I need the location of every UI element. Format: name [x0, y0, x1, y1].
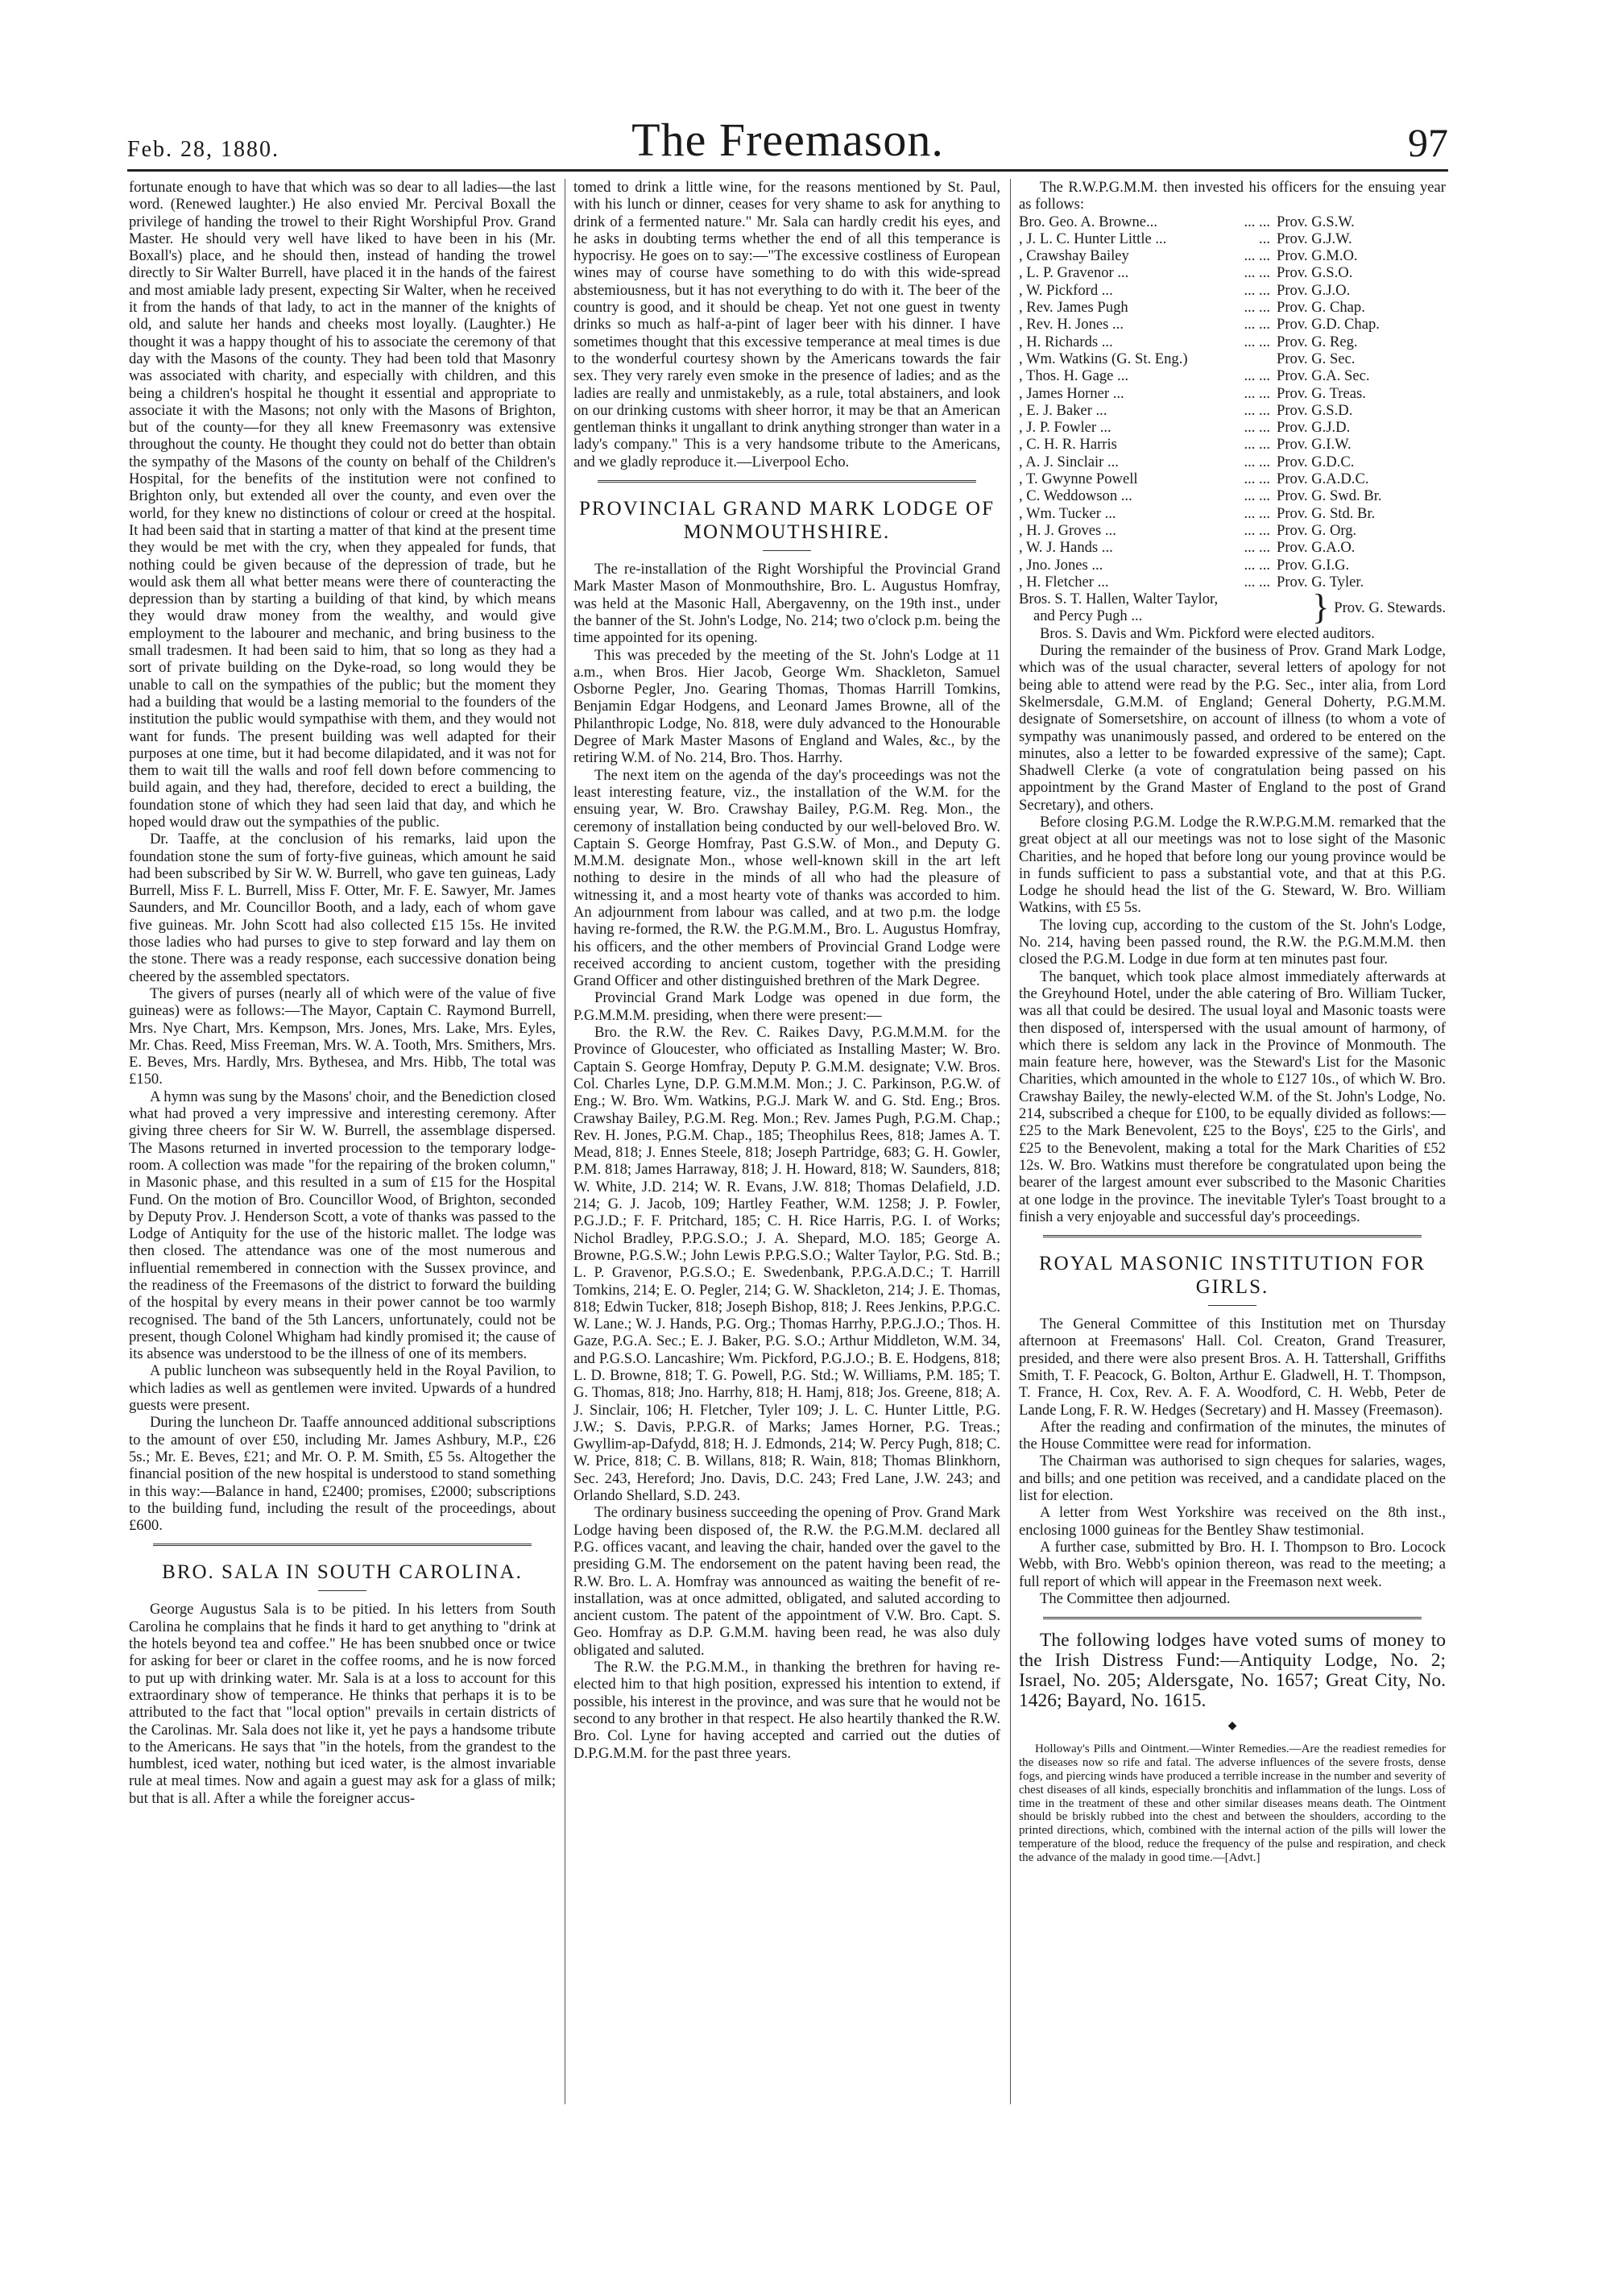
- article-paragraph: A hymn was sung by the Masons' choir, and the Benediction closed what had proved a very impressive and interesting ceremony. After giving three cheers for Sir W. W. Burrell, the assemblage dispersed. The Masons returned in inverted procession to the temporary lodge-room. A collection was made "for the repairing of the broken column," in Masonic phase, and this resulted in a sum of £15 for the Hospital Fund. On the motion of Bro. Councillor Wood, of Brighton, seconded by Deputy Prov. J. Henderson Scott, a vote of thanks was passed to the Lodge of Antiquity for the use of the historic mallet. The lodge was then closed. The attendance was one of the most numerous and influential remembered in connection with the Sussex province, and the readiness of the Freemasons of the district to forward the building of the hospital by every means in their power cannot be too warmly recognised. The band of the 5th Lancers, unfortunately, could not be present, though Colonel Whigham had kindly promised it; the cause of its absence was understood to be the illness of one of its members.: [129, 1088, 556, 1363]
- column-2: [573, 179, 1000, 1762]
- officer-row: [1019, 487, 1446, 504]
- leader-dots: ... ...: [1244, 247, 1270, 265]
- column-3: [1019, 179, 1446, 1865]
- leader-dots: ... ...: [1244, 573, 1270, 591]
- officer-rank: Prov. G.I.G.: [1277, 556, 1350, 574]
- officer-name: , James Horner ...: [1019, 384, 1124, 402]
- officer-row: [1019, 385, 1446, 402]
- officer-name: , J. L. C. Hunter Little ...: [1019, 230, 1167, 247]
- heading-underline: [1208, 1305, 1256, 1306]
- stewards-names: [1019, 591, 1307, 625]
- officer-row: [1019, 264, 1446, 281]
- leader-dots: ... ...: [1244, 521, 1270, 539]
- leader-dots: ... ...: [1244, 316, 1270, 334]
- officer-row: [1019, 454, 1446, 470]
- officer-name: , H. J. Groves ...: [1019, 521, 1116, 539]
- leader-dots: ... ...: [1244, 367, 1270, 385]
- leader-dots: ... ...: [1244, 470, 1270, 488]
- leader-dots: ... ...: [1244, 333, 1270, 350]
- officer-name: , T. Gwynne Powell: [1019, 470, 1138, 488]
- officer-rank: Prov. G. Treas.: [1277, 384, 1366, 402]
- stewards-entry: [1019, 587, 1446, 628]
- masthead: [127, 113, 1448, 169]
- article-paragraph: The ordinary business succeeding the opening of Prov. Grand Mark Lodge having been disposed of, the R.W. the P.G.M.M. declared all P.G. offices vacant, and leaving the chair, handed over the gavel to the presiding G.M. The endorsement on the patent having been read, the R.W. Bro. L. A. Homfray was announced as waiting the benefit of re-installation, was at once admitted, obligated, and saluted according to ancient custom. The patent of the appointment of V.W. Bro. Capt. S. Geo. Homfray as D.P. G.M.M. having been read, he was also duly obligated and saluted.: [573, 1504, 1000, 1659]
- officer-name: , Crawshay Bailey: [1019, 247, 1129, 265]
- officer-name: , Wm. Tucker ...: [1019, 504, 1116, 522]
- article-paragraph: The next item on the agenda of the day's proceedings was not the least interesting feature, viz., the installation of the W.M. for the ensuing year, W. Bro. Crawshay Bailey, P.G.M. Reg. Mon., the ceremony of installation being conducted by our well-beloved Bro. W. Captain S. George Homfray, Past G.S.W. of Mon., and Deputy G. M.M.M. designate Mon., whose well-known skill in the art left nothing to desire in the minds of all who had the pleasure of witnessing it, and a most hearty vote of thanks was accorded to him. An adjournment from labour was called, and at two p.m. the lodge having re-formed, the R.W. the P.G.M.M., Bro. L. Augustus Homfray, his officers, and the other members of Provincial Grand Lodge were received according to ancient custom, together with the presiding Grand Officer and other distinguished brethren of the Mark Degree.: [573, 766, 1000, 990]
- officer-name: Bro. Geo. A. Browne...: [1019, 213, 1157, 230]
- leader-dots: ... ...: [1244, 504, 1270, 522]
- officer-row: [1019, 299, 1446, 316]
- column-1: [129, 179, 556, 1807]
- officer-row: [1019, 367, 1446, 384]
- article-paragraph: After the reading and confirmation of the minutes, the minutes of the House Committee were read for information.: [1019, 1418, 1446, 1453]
- officer-name: , Rev. H. Jones ...: [1019, 316, 1124, 334]
- stewards-names-line: Bros. S. T. Hallen, Walter Taylor,: [1019, 591, 1219, 608]
- leader-dots: ... ...: [1244, 401, 1270, 419]
- article-paragraph: The Chairman was authorised to sign cheques for salaries, wages, and bills; and one petition was received, and a candidate placed on the list for election.: [1019, 1453, 1446, 1505]
- leader-dots: ... ...: [1244, 281, 1270, 299]
- page-number: 97: [1408, 120, 1448, 165]
- officer-rank: Prov. G.M.O.: [1277, 247, 1358, 265]
- article-paragraph: A further case, submitted by Bro. H. I. Thompson to Bro. Locock Webb, with Bro. Webb's opinion thereon, was read to the meeting; a full report of which will appear in the Freemason next week.: [1019, 1538, 1446, 1590]
- article-paragraph: This was preceded by the meeting of the St. John's Lodge at 11 a.m., when Bros. Hier Jacob, George Wm. Shackleton, Samuel Osborne Pegler, Jno. Gearing Thomas, Thomas Harrill Tomkins, Benjamin Edgar Hodgens, and Leonard James Browne, all of the Philanthropic Lodge, No. 818, were duly advanced to the Honourable Degree of Mark Master Masons of England and Wales, &c., by the retiring W.M. of No. 214, Bro. Thos. Harrhy.: [573, 646, 1000, 767]
- section-rule: [1043, 1617, 1422, 1623]
- officer-name: , E. J. Baker ...: [1019, 401, 1107, 419]
- officer-rank: Prov. G. Std. Br.: [1277, 504, 1376, 522]
- article-paragraph: Dr. Taaffe, at the conclusion of his remarks, laid upon the foundation stone the sum of forty-five guineas, which amount he said had been subscribed by Sir W. W. Burrell, who gave ten guineas, Lady Burrell, Miss F. L. Burrell, Miss F. Otter, Mr. F. E. Sawyer, Mr. James Saunders, and Mr. Councillor Booth, and a lady, each of whom gave five guineas. Mr. John Scott had also collected £15 15s. He invited those ladies who had purses to give to step forward and lay them on the stone. There was a ready response, each successive donation being cheered by the assembled spectators.: [129, 831, 556, 985]
- officer-rank: Prov. G.J.D.: [1277, 419, 1351, 437]
- heading-underline: [763, 550, 811, 551]
- article-paragraph: The re-installation of the Right Worshipful the Provincial Grand Mark Master Mason of Monmouthshire, Bro. L. Augustus Homfray, was held at the Masonic Hall, Abergavenny, on the 19th inst., under the banner of the St. John's Lodge, No. 214; two o'clock p.m. being the time appointed for its opening.: [573, 561, 1000, 647]
- notice-text: The following lodges have voted sums of money to the Irish Distress Fund:—Antiquity Lodge, No. 2; Israel, No. 205; Aldersgate, No. 1657; Great City, No. 1426; Bayard, No. 1615.: [1019, 1630, 1446, 1712]
- officer-rank: Prov. G.I.W.: [1277, 436, 1352, 454]
- stewards-names-line: and Percy Pugh ...: [1033, 607, 1143, 625]
- officer-name: , Thos. H. Gage ...: [1019, 367, 1128, 385]
- article-paragraph: The Committee then adjourned.: [1040, 1589, 1231, 1607]
- officer-rank: Prov. G.A.D.C.: [1277, 470, 1369, 488]
- section-rule: [153, 1544, 532, 1549]
- officer-name: , L. P. Gravenor ...: [1019, 264, 1129, 282]
- article-paragraph: The banquet, which took place almost immediately afterwards at the Greyhound Hotel, under the able catering of Bro. William Tucker, was all that could be desired. The usual loyal and Masonic toasts were then disposed of, interspersed with the usual amount of harmony, of which there is seldom any lack in the Province of Monmouth. The main feature here, however, was the Steward's List for the Masonic Charities, which amounted in the whole to £127 10s., of which W. Bro. Crawshay Bailey, the newly-elected W.M. of the St. John's Lodge, No. 214, subscribed a cheque for £100, to be equally divided as follows:—£25 to the Mark Benevolent, £25 to the Boys', £25 to the Girls', and £25 to the Benevolent, making a total for the Mark Charities of £52 12s. W. Bro. Watkins must therefore be congratulated upon being the bearer of the largest amount ever subscribed to the Masonic Charities at one lodge in the province. The inevitable Tyler's Toast brought to a finish a very enjoyable and successful day's proceedings.: [1019, 968, 1446, 1225]
- officer-name: , H. Richards ...: [1019, 333, 1113, 350]
- leader-dots: ... ...: [1244, 487, 1270, 505]
- section-rule: [598, 480, 976, 486]
- officer-rank: Prov. G. Swd. Br.: [1277, 487, 1382, 505]
- officer-row: [1019, 557, 1446, 574]
- officer-name: , H. Fletcher ...: [1019, 573, 1109, 591]
- officer-row: [1019, 282, 1446, 299]
- officer-name: , Jno. Jones ...: [1019, 556, 1103, 574]
- officer-name: , J. P. Fowler ...: [1019, 419, 1111, 437]
- officer-rank: Prov. G.J.W.: [1277, 230, 1352, 247]
- officer-row: [1019, 436, 1446, 453]
- article-paragraph: Bro. the R.W. the Rev. C. Raikes Davy, P.G.M.M.M. for the Province of Gloucester, who officiated as Installing Master; W. Bro. Captain S. George Homfray, Deputy P. G.M.M. designate; V.W. Bros. Col. Charles Lyne, D.P. G.M.M.M. Mon.; J. C. Parkinson, P.G.W. of Eng.; W. Bro. Wm. Watkins, P.G.J. Mark W. and G. Std. Eng.; Bros. Crawshay Bailey, P.G.M. Reg. Mon.; Rev. James Pugh, P.G.M. Chap.; Rev. H. Jones, P.G.M. Chap., 185; Theophilus Rees, 818; James A. T. Mead, 818; J. Ennes Steele, 818; Joseph Partridge, 683; G. H. Gowler, P.M. 818; James Harraway, 818; J. H. Howard, 818; W. Saunders, 818; W. White, J.D. 214; W. R. Evans, J.W. 818; Thomas Delafield, J.D. 214; G. J. Jacob, 109; Hartley Feather, W.M. 1258; J. P. Fowler, P.G.J.D.; F. F. Pritchard, 185; C. H. Rice Harris, P.G. I. of Works; Nichol Bradley, P.P.G.S.O.; J. A. Shepard, M.O. 185; George A. Browne, P.G.S.W.; John Lewis P.P.G.S.O.; Walter Taylor, P.G. Std. B.; L. P. Gravenor, P.G.S.O.; E. Swedenbank, P.P.G.A.D.C.; T. Harrill Tomkins, 214; E. O. Pegler, 214; G. W. Shackleton, 214; J. E. Thomas, 818; Edwin Tucker, 818; Joseph Bishop, 818; J. Rees Jenkins, P.P.G.C. W. Lane.; W. J. Hands, P.G. Org.; Thomas Harrhy, P.P.G.J.O.; Thos. H. Gaze, P.G.A. Sec.; E. J. Baker, P.G. S.O.; Arthur Middleton, W.M. 34, and P.G.S.O. Lancashire; Wm. Pickford, P.G.J.O.; B. E. Hodgens, 818; L. D. Browne, 818; T. G. Powell, P.G. Std.; W. Williams, P.M. 185; T. G. Thomas, 818; Jno. Harrhy, 818; H. Hamj, 818; Jos. Greene, 818; A. J. Sinclair, 106; H. Fletcher, Tyler 109; J. L. C. Hunter Little, P.G. J.W.; S. Davis, P.P.G.R. of Marks; James Horner, P.G. Treas.; Gwyllim-ap-Dafydd, 818; H. J. Edmonds, 214; W. Percy Pugh, 818; C. W. Price, 818; C. B. Willans, 818; R. Wain, 818; Thomas Blinkhorn, Sec. 243, Hereford; Jno. Davis, D.C. 243; Fred Lane, J.W. 243; and Orlando Shellard, S.D. 243.: [573, 1024, 1000, 1505]
- article-paragraph: The loving cup, according to the custom of the St. John's Lodge, No. 214, having been passed round, the R.W. the P.G.M.M.M. then closed the P.G.M. Lodge in due form at ten minutes past four.: [1019, 916, 1446, 968]
- officer-name: , A. J. Sinclair ...: [1019, 453, 1119, 470]
- officer-row: [1019, 230, 1446, 247]
- article-paragraph: Provincial Grand Mark Lodge was opened in due form, the P.G.M.M.M. presiding, when there were present:—: [573, 989, 1000, 1024]
- leader-dots: ... ...: [1244, 384, 1270, 402]
- newspaper-title: The Freemason.: [631, 114, 944, 166]
- issue-date: Feb. 28, 1880.: [127, 137, 279, 162]
- officer-row: [1019, 505, 1446, 522]
- section-heading: ROYAL MASONIC INSTITUTION FOR GIRLS.: [1039, 1253, 1426, 1299]
- article-paragraph: tomed to drink a little wine, for the reasons mentioned by St. Paul, with his lunch or dinner, ceases for very shame to ask for anything to drink of a fermented nature." Mr. Sala can hardly credit his eyes, and he asks in doubting terms whether the end of all this temperance is hypocrisy. He goes on to say:—"The excessive costliness of European wines may of course have something to do with this wide-spread abstemiousness, but it has not everything to do with it. The beer of the country is good, and it should be cheap. Yet not one guest in twenty drinks so much as half-a-pint of lager beer with his dinner. I have sometimes thought that this excessive temperance at meal times is due to the wonderful courtesy shown by the Americans towards the fair sex. They very rarely even smoke in the presence of ladies; and as the ladies are really and unmistakebly, as a rule, total abstainers, and look on our drinking customs with sheer horror, it may be that an American gentleman thinks it ungallant to drink anything stronger than water in a lady's company." This is a very handsome tribute to the Americans, and we gladly reproduce it.—Liverpool Echo.: [573, 179, 1000, 470]
- leader-dots: ...: [1259, 230, 1270, 247]
- section-heading: PROVINCIAL GRAND MARK LODGE OF MONMOUTHSHIRE.: [578, 498, 996, 544]
- officer-row: [1019, 402, 1446, 419]
- officer-name: , C. Weddowson ...: [1019, 487, 1132, 505]
- officer-row: [1019, 316, 1446, 333]
- officer-name: , Wm. Watkins (G. St. Eng.): [1019, 350, 1188, 367]
- masthead-rule: [127, 169, 1448, 172]
- section-rule: [1043, 1235, 1422, 1241]
- officer-rank: Prov. G.A.O.: [1277, 539, 1356, 557]
- officer-name: , W. Pickford ...: [1019, 281, 1113, 299]
- officer-name: , W. J. Hands ...: [1019, 539, 1113, 557]
- leader-dots: ... ...: [1244, 436, 1270, 454]
- officer-rank: Prov. G.D. Chap.: [1277, 316, 1380, 334]
- article-paragraph: During the remainder of the business of Prov. Grand Mark Lodge, which was of the usual character, several letters of apology for not being able to attend were read by the P.G. Sec., inter alia, from Lord Skelmersdale, G.M.M. of England; General Doherty, P.G.M.M. designate of Somersetshire, on account of illness (to whom a vote of sympathy was unanimously passed, and ordered to be entered on the minutes, also a letter to be fowarded expressive of the same); Capt. Shadwell Clerke (a vote of congratulation being passed on his appointment by the Grand Master of England to the post of Grand Secretary), and others.: [1019, 642, 1446, 814]
- officer-rank: Prov. G.S.O.: [1277, 264, 1353, 282]
- officer-row: [1019, 419, 1446, 436]
- leader-dots: ... ...: [1244, 213, 1270, 230]
- article-paragraph: The R.W. the P.G.M.M., in thanking the brethren for having re-elected him to that high position, expressed his intention to extend, if possible, his interest in the province, and was sure that he would not be second to any brother in that respect. He also heartily thanked the R.W. Bro. Col. Lyne for having accepted and carried out the duties of D.P.G.M.M. for the past three years.: [573, 1659, 1000, 1762]
- officer-rank: Prov. G. Reg.: [1277, 333, 1358, 350]
- brace-glyph: }: [1312, 587, 1330, 628]
- officer-row: [1019, 247, 1446, 264]
- officer-row: [1019, 539, 1446, 556]
- article-paragraph: A letter from West Yorkshire was received on the 8th inst., enclosing 1000 guineas for the Bentley Shaw testimonial.: [1019, 1504, 1446, 1539]
- article-paragraph: Before closing P.G.M. Lodge the R.W.P.G.M.M. remarked that the great object at all our meetings was not to lose sight of the Masonic Charities, and he hoped that before long our young province would be in funds sufficient to pass a substantial vote, and that at this P.G. Lodge he should head the list of the G. Steward, W. Bro. William Watkins, with £5 5s.: [1019, 813, 1446, 917]
- officer-rank: Prov. G.A. Sec.: [1277, 367, 1370, 385]
- article-paragraph: The General Committee of this Institution met on Thursday afternoon at Freemasons' Hall. Col. Creaton, Grand Treasurer, presided, and there were also present Bros. A. H. Tattershall, Griffiths Smith, T. F. Peacock, G. Bolton, Arthur E. Gladwell, H. T. Thompson, T. France, H. Cox, Rev. A. F. A. Woodford, C. H. Webb, Peter de Lande Long, F. R. W. Hedges (Secretary) and H. Massey (Freemason).: [1019, 1316, 1446, 1419]
- article-paragraph: The givers of purses (nearly all of which were of the value of five guineas) were as follows:—The Mayor, Captain C. Raymond Burrell, Mrs. Nye Chart, Mrs. Kempson, Mrs. Jones, Mrs. Lake, Mrs. Eyles, Mr. Chas. Reed, Miss Freeman, Mrs. W. A. Tooth, Mrs. Smithers, Mrs. E. Beves, Mrs. Hardly, Mrs. Bythesea, and Mrs. Hibb, The total was £150.: [129, 984, 556, 1088]
- leader-dots: ... ...: [1244, 264, 1270, 282]
- leader-dots: ... ...: [1244, 299, 1270, 317]
- stewards-rank: Prov. G. Stewards.: [1334, 599, 1446, 616]
- article-paragraph: The R.W.P.G.M.M. then invested his officers for the ensuing year as follows:: [1019, 179, 1446, 213]
- officer-row: [1019, 522, 1446, 539]
- article-paragraph: During the luncheon Dr. Taaffe announced additional subscriptions to the amount of over £50, including Mr. James Ashbury, M.P., £26 5s.; Mr. E. Beves, £21; and Mr. O. P. M. Smith, £5 5s. Altogether the financial position of the new hospital is understood to stand something in this way:—Balance in hand, £2400; promises, £2000; subscriptions to the building fund, including the result of the proceedings, about £600.: [129, 1414, 556, 1535]
- article-paragraph: fortunate enough to have that which was so dear to all ladies—the last word. (Renewed laughter.) He also envied Mr. Percival Boxall the privilege of handing the trowel to their Right Worshipful Prov. Grand Master. He should very well have liked to have been in his (Mr. Boxall's) place, and he should then, instead of handing the trowel directly to Sir Walter Burrell, have placed it in the hands of the fairest and most amiable lady present, expecting Sir Walter, when he received it from the hands of that lady, to act in the manner of the knights of old, and salute her hands and cheeks most loyally. (Laughter.) He thought it was a happy thought of his to associate the ceremony of that day with the Masons of the county. They had been told that Masonry was associated with charity, and especially with children, and this being a children's hospital he thought it essential and appropriate to associate it with the Masons; not only with the Masons of Brighton, but of the county—for they all knew Freemasonry was extensive throughout the county. He thought they could not do better than obtain the sympathy of the Masons of the county on behalf of the Children's Hospital, for the benefits of the institution were not confined to Brighton only, but extended all over the county, and even over the world, for they knew no distinctions of colour or creed at the hospital. It had been said that in starting a matter of that kind at the present time they would be met with the cry, when they appealed for funds, that nothing could be given because of the depression of trade, but he would ask them all what better means were there of counteracting the depression than by starting a building of that kind, by which means they would draw money from the wealthy, and would give employment to the labourer and mechanic, and bring business to the small tradesmen. It had been said to him, that so long as they had a sort of private building on the Dyke-road, so long would they be unable to call on the sympathies of the public; but the moment they had a building that would be a lasting memorial to the founders of the institution the public would sympathise with them, and they would not want for funds. The present building was well adapted for their purposes at one time, but it had become dilapidated, and it was not for them to wait till the walls and roof fell down before commencing to build again, and they had, therefore, decided to erect a building, the foundation stone of which they had seen laid that day, and which he hoped would draw out the sympathies of the public.: [129, 179, 556, 831]
- officer-rank: Prov. G. Sec.: [1277, 350, 1356, 367]
- officer-rank: Prov. G.S.W.: [1277, 213, 1355, 230]
- officer-rank: Prov. G. Tyler.: [1277, 573, 1364, 591]
- officer-row: [1019, 334, 1446, 350]
- leader-dots: ... ...: [1244, 556, 1270, 574]
- article-paragraph: George Augustus Sala is to be pitied. In his letters from South Carolina he complains that he finds it hard to get anything to "drink at the hotels beyond tea and coffee." He has been snubbed once or twice for asking for beer or claret in the coffee rooms, and he is now forced to put up with drinking water. Mr. Sala is at a loss to account for this extraordinary show of temperance. He thinks that perhaps it is to be attributed to the fact that "local option" prevails in certain districts of the Carolinas. Mr. Sala does not like it, yet he pays a handsome tribute to the Americans. He says that "in the hotels, from the grandest to the humblest, iced water, nothing but iced water, is the almost invariable rule at meal times. Now and again a guest may ask for a glass of milk; but that is all. After a while the foreigner accus-: [129, 1601, 556, 1807]
- column-divider: [1010, 179, 1011, 2104]
- officer-rank: Prov. G.D.C.: [1277, 453, 1355, 470]
- officer-rank: Prov. G.S.D.: [1277, 401, 1353, 419]
- officer-row: [1019, 213, 1446, 230]
- diamond-ornament-icon: ◆: [1227, 1720, 1237, 1733]
- lodge-votes-notice: [1019, 1631, 1446, 1711]
- officer-row: [1019, 470, 1446, 487]
- officer-name: , C. H. R. Harris: [1019, 436, 1117, 454]
- officer-row: [1019, 350, 1446, 367]
- officer-rank: Prov. G. Org.: [1277, 521, 1357, 539]
- officer-rank: Prov. G. Chap.: [1277, 299, 1365, 317]
- leader-dots: ... ...: [1244, 453, 1270, 470]
- article-paragraph: A public luncheon was subsequently held in the Royal Pavilion, to which ladies as well as gentlemen were invited. Upwards of a hundred guests were present.: [129, 1362, 556, 1415]
- section-heading: BRO. SALA IN SOUTH CAROLINA.: [162, 1561, 523, 1584]
- advertisement: [1019, 1743, 1446, 1864]
- officer-rank: Prov. G.J.O.: [1277, 281, 1351, 299]
- officer-name: , Rev. James Pugh: [1019, 299, 1128, 317]
- officer-row: [1019, 574, 1446, 591]
- leader-dots: ... ...: [1244, 419, 1270, 437]
- article-paragraph: Bros. S. Davis and Wm. Pickford were elected auditors.: [1040, 624, 1375, 642]
- leader-dots: ... ...: [1244, 539, 1270, 557]
- advertisement-text: Holloway's Pills and Ointment.—Winter Remedies.—Are the readiest remedies for the diseases now so rife and fatal. The adverse influences of the severe frosts, dense fogs, and piercing winds have produced a terrible increase in the number and severity of chest diseases of all kinds, especially bronchitis and inflammation of the lungs. Loss of time in the treatment of these and other similar diseases means death. The Ointment should be briskly rubbed into the chest and between the shoulders, according to the printed directions, which, combined with the internal action of the pills will lower the temperature of the blood, reduce the frequency of the pulse and respiration, and check the advance of the malady in good time.—[Advt.]: [1019, 1743, 1446, 1864]
- heading-underline: [318, 1590, 366, 1591]
- officers-list: [1019, 213, 1446, 591]
